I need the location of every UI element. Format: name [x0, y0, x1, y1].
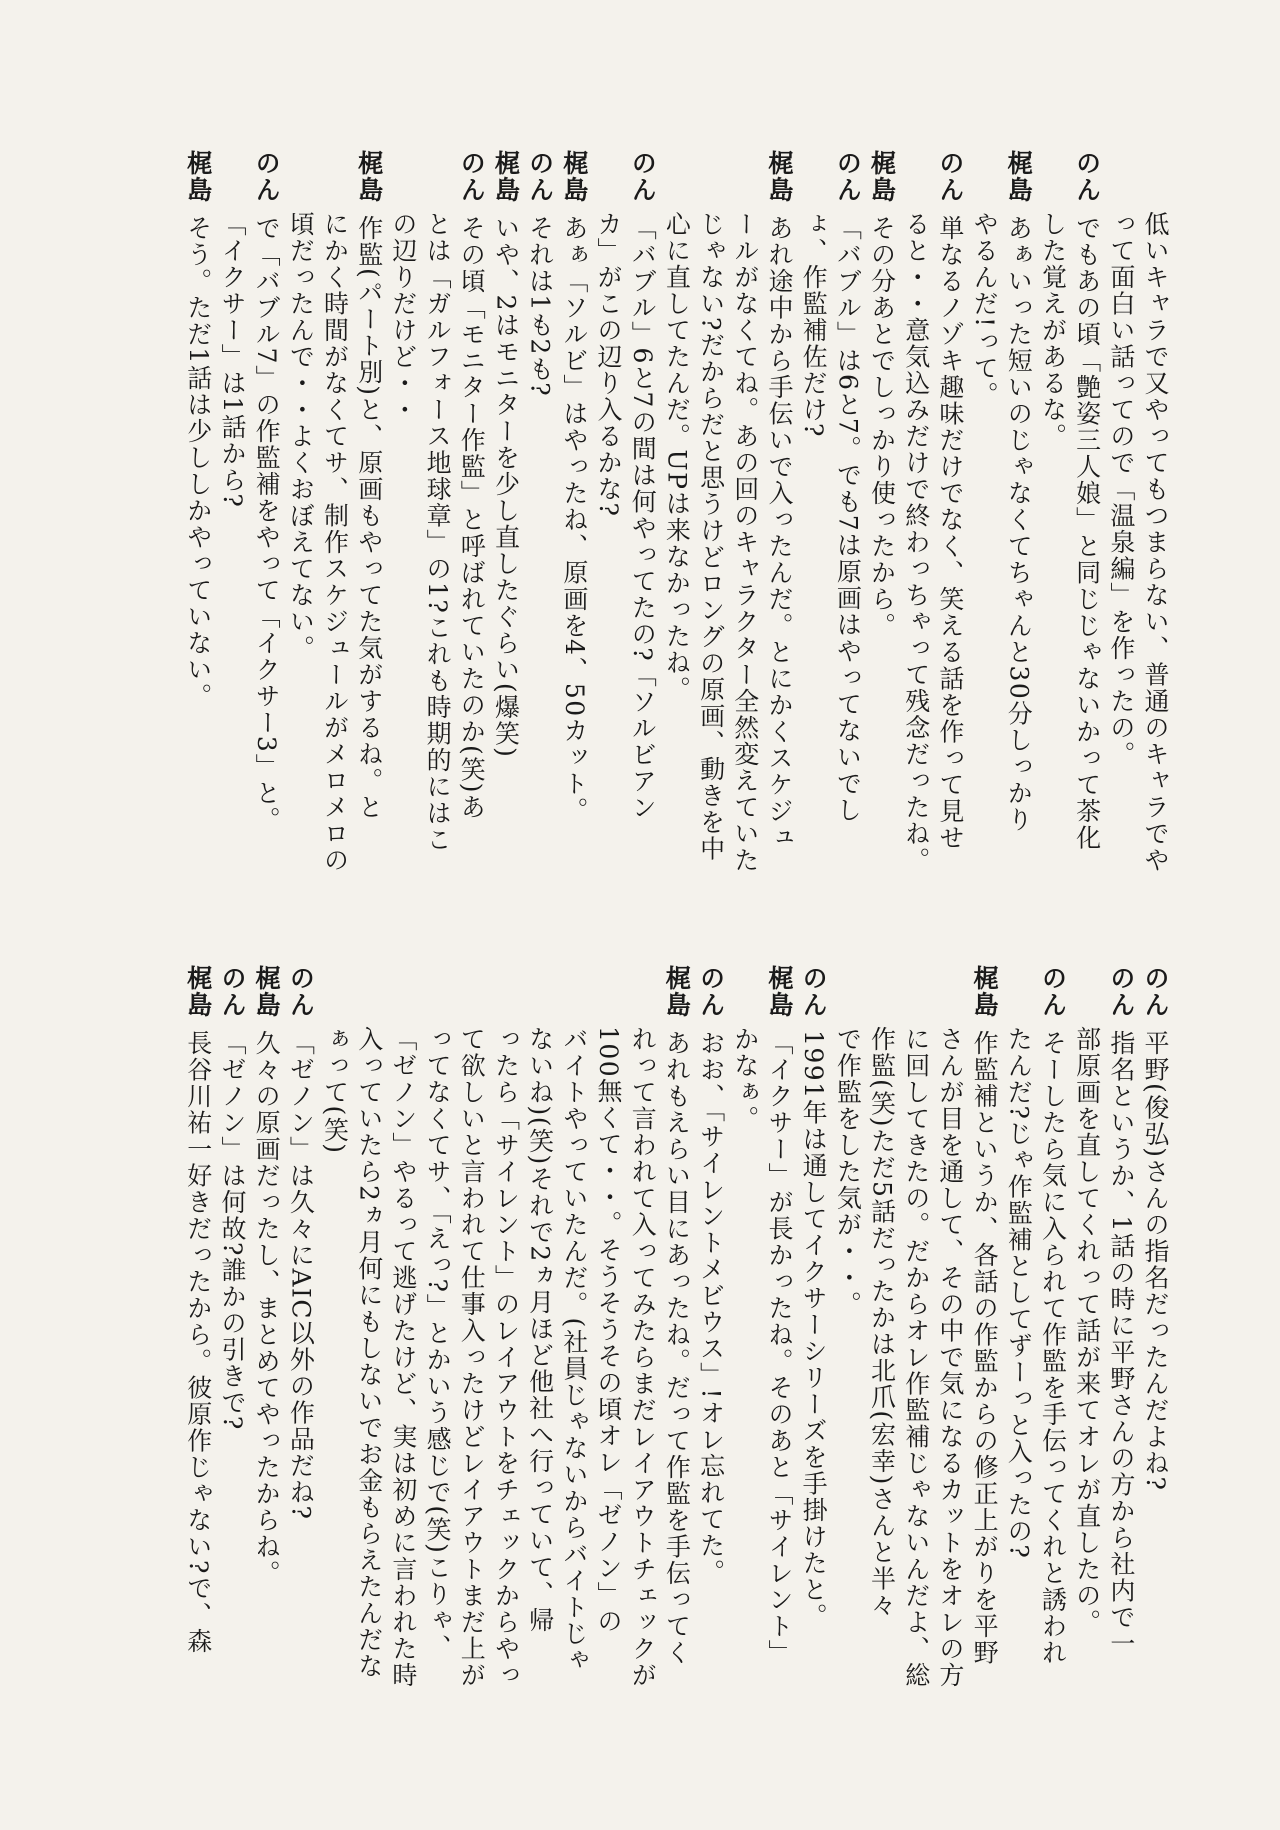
- dialogue-text: れって言われて入ってみたらまだレイアウトチェックが: [628, 1026, 658, 1689]
- speaker-label: 梶島: [764, 150, 794, 203]
- text-column: [177, 150, 211, 874]
- speaker-label: のん: [217, 965, 247, 1018]
- text-column: [621, 965, 658, 1689]
- dialogue-text: かなぁ。: [730, 1026, 760, 1132]
- text-column: [518, 150, 555, 874]
- dialogue-text: 「バブル」は6と7。でも7は原画はやってないでし: [833, 215, 863, 824]
- dialogue-text: 心に直してたんだ。UPは来なかったね。: [662, 211, 692, 703]
- text-column: [860, 150, 897, 874]
- text-column: [655, 965, 692, 1689]
- dialogue-text: おお、「サイレントメビウス」!オレ忘れてた。: [696, 1030, 726, 1586]
- dialogue-text: ールがなくてね。あの回のキャラクター全然変えていた: [730, 211, 760, 874]
- text-column: [621, 150, 658, 874]
- speaker-label: 梶島: [764, 965, 794, 1018]
- dialogue-text: 「イクサー」は1話から?: [217, 211, 247, 509]
- dialogue-text: 長谷川祐一好きだったから。彼原作じゃない?で、森: [183, 1030, 213, 1655]
- dialogue-text: そーしたら気に入られて作監を手伝ってくれと誘われ: [1038, 1030, 1068, 1666]
- speaker-label: 梶島: [252, 965, 282, 1018]
- dialogue-text: ないね)(笑)それで2ヵ月ほど他社へ行っていて、帰: [525, 1026, 555, 1634]
- dialogue-text: の辺りだけど・・: [388, 211, 418, 423]
- dialogue-text: さんが目を通して、その中で気になるカットをオレの方: [935, 1026, 965, 1689]
- text-column: [929, 965, 963, 1689]
- dialogue-text: 久々の原画だったし、まとめてやったからね。: [252, 1030, 282, 1587]
- dialogue-text: 「イクサー」が長かったね。そのあと「サイレント」: [764, 1030, 794, 1666]
- text-column: [279, 965, 316, 1689]
- text-column: [245, 150, 282, 874]
- speaker-label: のん: [525, 150, 555, 203]
- text-column: [177, 965, 211, 1689]
- dialogue-text: にかく時間がなくてサ、制作スケジュールがメロメロの: [320, 211, 350, 874]
- text-column: [382, 965, 416, 1689]
- text-column: [416, 965, 453, 1689]
- speaker-label: のん: [1141, 965, 1170, 1018]
- text-column: [1031, 965, 1068, 1689]
- dialogue-text: その頃「モニター作監」と呼ばれていたのか(笑)あ: [457, 215, 487, 821]
- speaker-label: のん: [696, 965, 726, 1018]
- text-column: [895, 965, 929, 1689]
- dialogue-text: 作監補というか、各話の作監からの修正上がりを平野: [970, 1030, 1000, 1666]
- text-column: [929, 150, 963, 874]
- dialogue-text: ょ、作監補佐だけ?: [799, 211, 829, 438]
- text-column: [860, 965, 897, 1689]
- dialogue-text: 単なるノゾキ趣味だけでなく、笑える話を作って見せ: [935, 215, 965, 851]
- speaker-label: のん: [628, 150, 658, 203]
- text-column: [895, 150, 929, 874]
- text-column: [724, 965, 758, 1689]
- dialogue-text: で「バブル7」の作監補をやって「イクサー3」と。: [252, 215, 282, 833]
- text-column: [450, 150, 487, 874]
- text-column: [997, 965, 1034, 1689]
- dialogue-text: 「ゼノン」は久々にAIC以外の作品だね?: [286, 1030, 316, 1521]
- text-column: [484, 965, 521, 1689]
- dialogue-text: あれもえらい目にあったね。だって作監を手伝ってく: [662, 1030, 692, 1666]
- dialogue-text: 「ゼノン」やるって逃げたけど、実は初めに言われた時: [388, 1026, 418, 1689]
- text-column: [1134, 965, 1168, 1689]
- text-column: [587, 150, 621, 874]
- speaker-label: 梶島: [183, 965, 213, 1018]
- text-column: [826, 150, 863, 874]
- speaker-label: のん: [286, 965, 316, 1018]
- speaker-label: のん: [252, 150, 282, 203]
- text-column: [211, 150, 245, 874]
- dialogue-text: やるんだ!って。: [970, 211, 1000, 409]
- text-column: [689, 965, 726, 1689]
- text-column: [655, 150, 692, 874]
- dialogue-text: 部原画を直してくれって話が来てオレが直したの。: [1072, 1026, 1102, 1636]
- speaker-label: 梶島: [662, 965, 692, 1018]
- text-column: [1031, 150, 1068, 874]
- dialogue-text: 頃だったんで・・よくおぼえてない。: [286, 211, 316, 662]
- text-column: [313, 150, 350, 874]
- dialogue-text: 平野(俊弘)さんの指名だったんだよね?: [1141, 1030, 1170, 1492]
- text-column: [792, 965, 829, 1689]
- dialogue-text: 作監(笑)ただ5話だったかは北爪(宏幸)さんと半々: [867, 1026, 897, 1619]
- speaker-label: 梶島: [354, 150, 384, 203]
- dialogue-text: で作監をした気が・・。: [833, 1026, 863, 1318]
- text-column: [963, 150, 1000, 874]
- dialogue-text: ったら「サイレント」のレイアウトをチェックからやっ: [491, 1026, 521, 1689]
- dialogue-text: 入っていたら2ヵ月何にもしないでお金もらえたんだな: [354, 1026, 384, 1680]
- text-column: [587, 965, 621, 1689]
- dialogue-text: あぁいった短いのじゃなくてちゃんと30分しっかり: [1004, 215, 1034, 833]
- dialogue-text: じゃない?だからだと思うけどロングの原画、動きを中: [696, 211, 726, 862]
- dialogue-text: 1991年は通してイクサーシリーズを手掛けたと。: [799, 1030, 829, 1630]
- text-column: [245, 965, 282, 1689]
- text-column: [758, 965, 792, 1689]
- text-column: [997, 150, 1034, 874]
- speaker-label: 梶島: [183, 150, 213, 203]
- speaker-label: のん: [457, 150, 487, 203]
- dialogue-text: でもあの頃「艶姿三人娘」と同じじゃないかって茶化: [1072, 215, 1102, 851]
- text-column: [382, 150, 416, 874]
- text-column: [348, 965, 382, 1689]
- speaker-label: 梶島: [491, 150, 521, 203]
- dialogue-text: 作監(パート別)と、原画もやってた気がするね。と: [354, 215, 384, 821]
- dialogue-text: 「バブル」6と7の間は何やってたの?「ソルビアン: [628, 215, 658, 822]
- speaker-label: のん: [799, 965, 829, 1018]
- text-column: [1134, 150, 1168, 874]
- text-column: [1100, 965, 1134, 1689]
- speaker-label: のん: [1038, 965, 1068, 1018]
- text-column: [826, 965, 863, 1689]
- dialogue-text: 指名というか、1話の時に平野さんの方から社内で一: [1106, 1030, 1136, 1657]
- dialogue-text: その分あとでしっかり使ったから。: [867, 215, 897, 639]
- speaker-label: 梶島: [970, 965, 1000, 1018]
- speaker-label: のん: [1072, 150, 1102, 203]
- text-column: [518, 965, 555, 1689]
- text-column: [416, 150, 453, 874]
- dialogue-text: あれ途中から手伝いで入ったんだ。とにかくスケジュ: [764, 215, 794, 851]
- text-column: [963, 965, 1000, 1689]
- text-column: [279, 150, 316, 874]
- text-column: [450, 965, 487, 1689]
- text-column: [1100, 150, 1134, 874]
- dialogue-text: 「ゼノン」は何故?誰かの引きで?: [217, 1030, 247, 1431]
- dialogue-text: 100無くて・・。そうそうその頃オレ「ゼノン」の: [594, 1026, 623, 1635]
- speaker-label: のん: [935, 150, 965, 203]
- interview-block-top: [177, 150, 1168, 874]
- dialogue-text: した覚えがあるな。: [1038, 211, 1068, 450]
- speaker-label: 梶島: [1004, 150, 1034, 203]
- dialogue-text: 低いキャラで又やってもつまらない、普通のキャラでや: [1141, 211, 1170, 874]
- dialogue-text: ぁって(笑): [320, 1026, 350, 1155]
- speaker-label: 梶島: [867, 150, 897, 203]
- text-column: [724, 150, 758, 874]
- text-column: [484, 150, 521, 874]
- dialogue-text: あぁ「ソルビ」はやったね、原画を4、50カット。: [559, 215, 589, 824]
- dialogue-text: それは1も2も?: [525, 215, 555, 398]
- text-column: [313, 965, 350, 1689]
- dialogue-text: そう。ただ1話は少ししかやっていない。: [183, 215, 213, 710]
- dialogue-text: て欲しいと言われて仕事入ったけどレイアウトまだ上が: [457, 1026, 487, 1689]
- text-column: [1065, 150, 1102, 874]
- speaker-label: のん: [1106, 965, 1136, 1018]
- speaker-label: のん: [833, 150, 863, 203]
- dialogue-text: ってなくてサ、「えっ?」とかいう感じで(笑)こりゃ、: [423, 1026, 453, 1661]
- dialogue-text: に回してきたの。だからオレ作監補じゃないんだよ、総: [901, 1026, 931, 1689]
- dialogue-text: ると・・意気込みだけで終わっちゃって残念だったね。: [901, 211, 931, 874]
- text-column: [758, 150, 792, 874]
- speaker-label: 梶島: [559, 150, 589, 203]
- dialogue-text: カ」がこの辺り入るかな?: [594, 211, 623, 518]
- text-column: [553, 965, 587, 1689]
- dialogue-text: とは「ガルフォース地球章」の1?これも時期的にはこ: [423, 211, 453, 853]
- text-column: [211, 965, 245, 1689]
- dialogue-text: って面白い話ってので「温泉編」を作ったの。: [1106, 211, 1136, 768]
- dialogue-text: たんだ?じゃ作監補としてずーっと入ったの?: [1004, 1026, 1034, 1560]
- dialogue-text: バイトやっていたんだ。(社員じゃないからバイトじゃ: [559, 1026, 589, 1674]
- interview-block-bottom: [177, 965, 1168, 1689]
- text-column: [689, 150, 726, 874]
- text-column: [348, 150, 382, 874]
- text-column: [1065, 965, 1102, 1689]
- text-column: [792, 150, 829, 874]
- dialogue-text: いや、2はモニターを少し直したぐらい(爆笑): [491, 215, 521, 759]
- text-column: [553, 150, 587, 874]
